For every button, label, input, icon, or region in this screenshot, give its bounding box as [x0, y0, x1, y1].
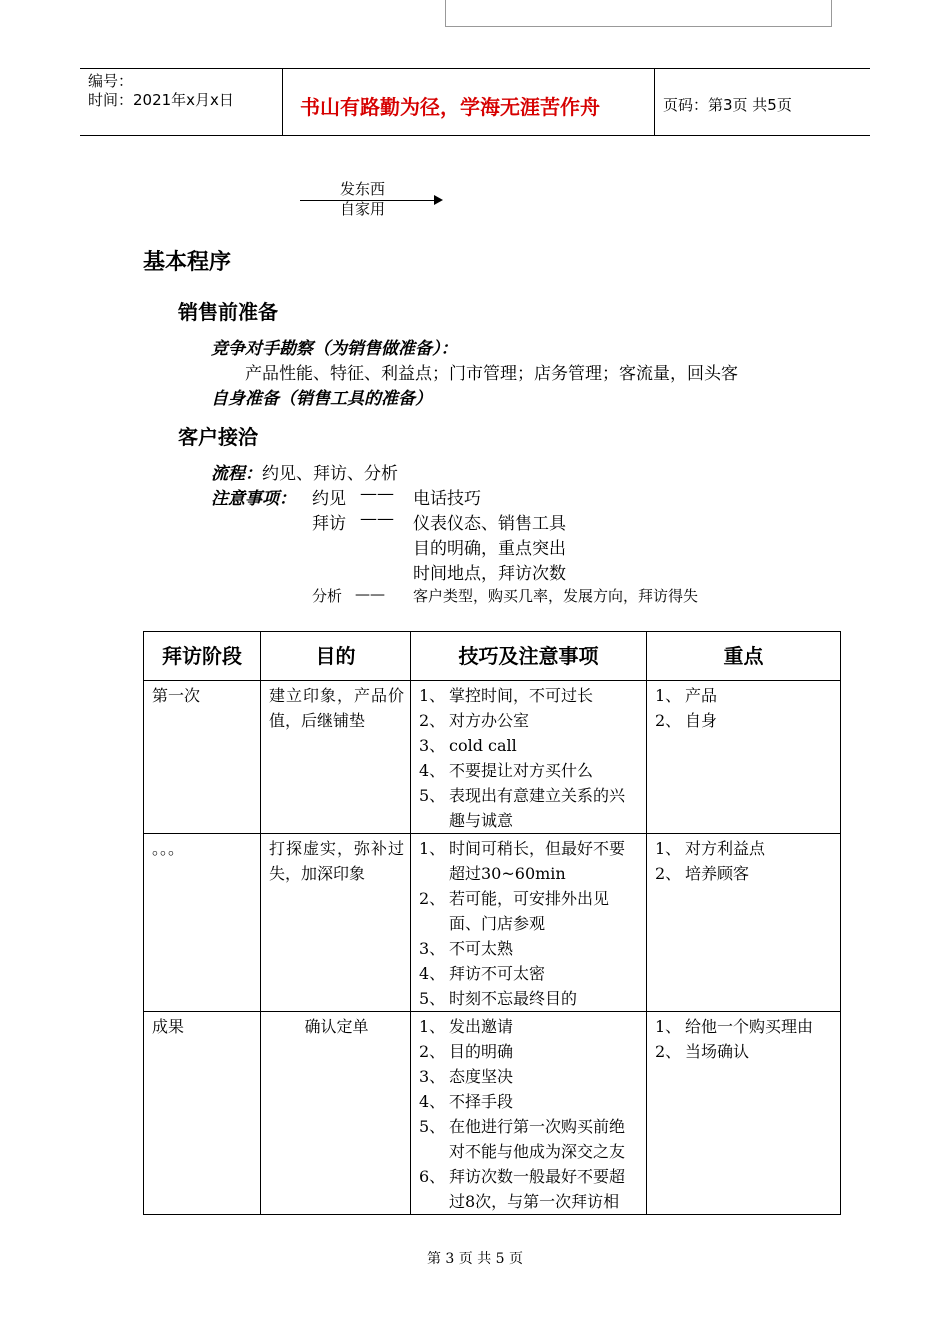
col-header-focus: 重点	[647, 632, 841, 681]
competitor-title: 竞争对手勘察（为销售做准备）：	[211, 339, 458, 359]
tip-item: 3、 不可太熟	[419, 939, 514, 958]
cell-stage: 第一次	[144, 681, 261, 834]
heading-pre-sales: 销售前准备	[178, 300, 278, 324]
note-term: 分析	[312, 587, 343, 605]
tip-item: 2、 对方办公室	[419, 711, 530, 730]
note-dash: ——	[360, 509, 394, 529]
heading-basic: 基本程序	[143, 249, 232, 275]
cell-focus	[647, 681, 841, 834]
tip-item: 2、 若可能，可安排外出见面、门店参观	[419, 889, 610, 933]
tip-item: 5、 在他进行第一次购买前绝对不能与他成为深交之友	[419, 1117, 626, 1161]
cell-focus	[647, 834, 841, 1012]
competitor-items: 产品性能、特征、利益点；门市管理；店务管理；客流量，回头客	[245, 364, 738, 384]
focus-item: 1、 给他一个购买理由	[655, 1017, 814, 1036]
tip-item: 3、 cold call	[419, 736, 517, 755]
tip-item: 3、 态度坚决	[419, 1067, 514, 1086]
notes-label: 注意事项：	[211, 489, 296, 509]
cell-tips	[411, 834, 647, 1012]
self-prep: 自身准备（销售工具的准备）	[211, 389, 432, 409]
note-dash: ——	[355, 585, 385, 603]
cell-purpose: 建立印象，产品价值，后继铺垫	[261, 681, 411, 834]
cell-tips	[411, 1012, 647, 1215]
col-header-stage: 拜访阶段	[144, 632, 261, 681]
note-dash: ——	[360, 484, 394, 504]
tip-item: 1、 时间可稍长，但最好不要超过30~60min	[419, 839, 626, 883]
header-number: 编号：	[88, 72, 134, 90]
table-row	[144, 681, 841, 834]
header-bottom-rule	[80, 135, 870, 136]
focus-item: 2、 自身	[655, 711, 718, 730]
flow-label: 流程：	[211, 464, 262, 484]
table-header-row	[144, 632, 841, 681]
header-page: 页码：第3页 共5页	[663, 96, 792, 114]
tip-item: 5、 表现出有意建立关系的兴趣与诚意	[419, 786, 626, 830]
tip-item: 1、 掌控时间，不可过长	[419, 686, 594, 705]
flow-line	[211, 459, 398, 484]
cell-purpose: 确认定单	[261, 1012, 411, 1215]
cell-purpose: 打探虚实，弥补过失，加深印象	[261, 834, 411, 1012]
tip-item: 6、 拜访次数一般最好不要超过8次，与第一次拜访相	[419, 1167, 626, 1211]
table-row	[144, 1012, 841, 1215]
flow-text: 约见、拜访、分析	[262, 464, 398, 484]
header-date: 时间：2021年x月x日	[88, 91, 234, 109]
header-divider-left	[282, 68, 283, 135]
note-text: 目的明确，重点突出	[413, 539, 566, 559]
note-term: 拜访	[312, 514, 346, 534]
visit-stage-table	[143, 631, 841, 1215]
note-text: 客户类型，购买几率，发展方向，拜访得失	[413, 587, 699, 605]
col-header-purpose: 目的	[261, 632, 411, 681]
note-term: 约见	[312, 489, 346, 509]
table-row	[144, 834, 841, 1012]
page-footer: 第 3 页 共 5 页	[426, 1251, 524, 1267]
arrow-head-icon	[434, 195, 443, 205]
tip-item: 4、 不要提让对方买什么	[419, 761, 594, 780]
note-text: 仪表仪态、销售工具	[413, 514, 566, 534]
note-text: 时间地点，拜访次数	[413, 564, 566, 584]
header-divider-right	[654, 68, 655, 135]
cell-stage: 成果	[144, 1012, 261, 1215]
note-text: 电话技巧	[413, 489, 481, 509]
heading-customer: 客户接洽	[178, 425, 258, 449]
tip-item: 4、 拜访不可太密	[419, 964, 546, 983]
tip-item: 1、 发出邀请	[419, 1017, 514, 1036]
arrow-label-top: 发东西	[340, 180, 386, 198]
col-header-tips: 技巧及注意事项	[411, 632, 647, 681]
tip-item: 4、 不择手段	[419, 1092, 514, 1111]
arrow-label-bottom: 自家用	[340, 200, 386, 218]
tip-item: 5、 时刻不忘最终目的	[419, 989, 578, 1008]
header-top-rule	[80, 68, 870, 69]
cell-focus	[647, 1012, 841, 1215]
focus-item: 1、 对方利益点	[655, 839, 766, 858]
cell-stage: 。。。	[144, 834, 261, 1012]
cell-tips	[411, 681, 647, 834]
focus-item: 1、 产品	[655, 686, 718, 705]
focus-item: 2、 培养顾客	[655, 864, 750, 883]
focus-item: 2、 当场确认	[655, 1042, 750, 1061]
top-frame	[445, 0, 832, 27]
header-motto: 书山有路勤为径，学海无涯苦作舟	[300, 95, 600, 119]
tip-item: 2、 目的明确	[419, 1042, 514, 1061]
